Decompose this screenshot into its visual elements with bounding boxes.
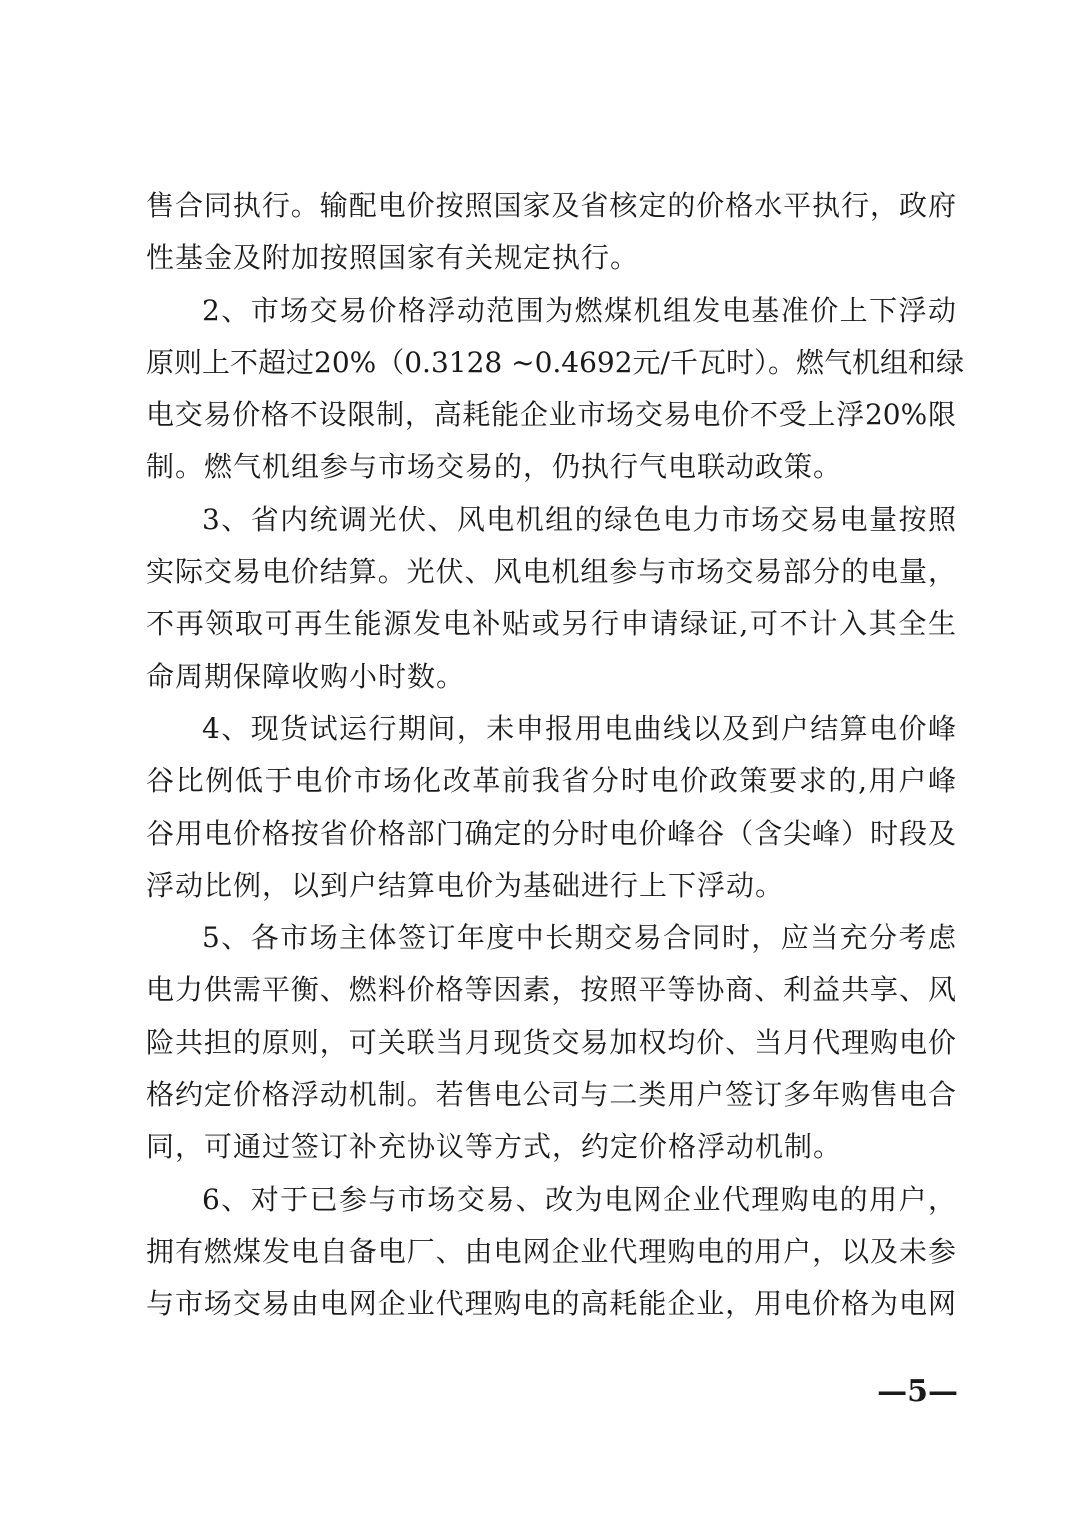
text-line: 实际交易电价结算。光伏、风电机组参与市场交易部分的电量，: [146, 555, 956, 589]
text-line: 3、省内统调光伏、风电机组的绿色电力市场交易电量按照: [202, 502, 956, 536]
text-line: 谷用电价格按省价格部门确定的分时电价峰谷（含尖峰）时段及: [146, 816, 956, 850]
document-body: [146, 180, 964, 1331]
text-line: 电交易价格不设限制，高耗能企业市场交易电价不受上浮20%限: [146, 398, 956, 432]
text-line: 谷比例低于电价市场化改革前我省分时电价政策要求的,用户峰: [146, 764, 956, 798]
text-line: 险共担的原则，可关联当月现货交易加权均价、当月代理购电价: [146, 1025, 956, 1059]
text-line: 浮动比例，以到户结算电价为基础进行上下浮动。: [146, 868, 785, 902]
text-line: 制。燃气机组参与市场交易的，仍执行气电联动政策。: [146, 450, 843, 484]
text-line: 命周期保障收购小时数。: [146, 659, 466, 693]
text-line: 与市场交易由电网企业代理购电的高耗能企业，用电价格为电网: [146, 1287, 956, 1321]
text-line: 格约定价格浮动机制。若售电公司与二类用户签订多年购售电合: [146, 1078, 956, 1112]
text-line: 原则上不超过20%（0.3128 ~0.4692元/千瓦时）。燃气机组和绿: [146, 345, 964, 379]
text-line: 性基金及附加按照国家有关规定执行。: [146, 241, 640, 275]
page-number: —5—: [877, 1374, 958, 1409]
text-line: 售合同执行。输配电价按照国家及省核定的价格水平执行，政府: [146, 189, 956, 222]
text-line: 6、对于已参与市场交易、改为电网企业代理购电的用户，: [202, 1182, 956, 1216]
text-line: 4、现货试运行期间，未申报用电曲线以及到户结算电价峰: [202, 711, 956, 745]
text-line: 5、各市场主体签订年度中长期交易合同时，应当充分考虑: [202, 921, 956, 955]
text-line: 电力供需平衡、燃料价格等因素，按照平等协商、利益共享、风: [146, 973, 956, 1007]
text-line: 拥有燃煤发电自备电厂、由电网企业代理购电的用户，以及未参: [146, 1234, 956, 1268]
text-line: 不再领取可再生能源发电补贴或另行申请绿证,可不计入其全生: [146, 607, 956, 641]
text-line: 2、市场交易价格浮动范围为燃煤机组发电基准价上下浮动: [202, 293, 956, 327]
text-line: 同，可通过签订补充协议等方式，约定价格浮动机制。: [146, 1130, 843, 1164]
